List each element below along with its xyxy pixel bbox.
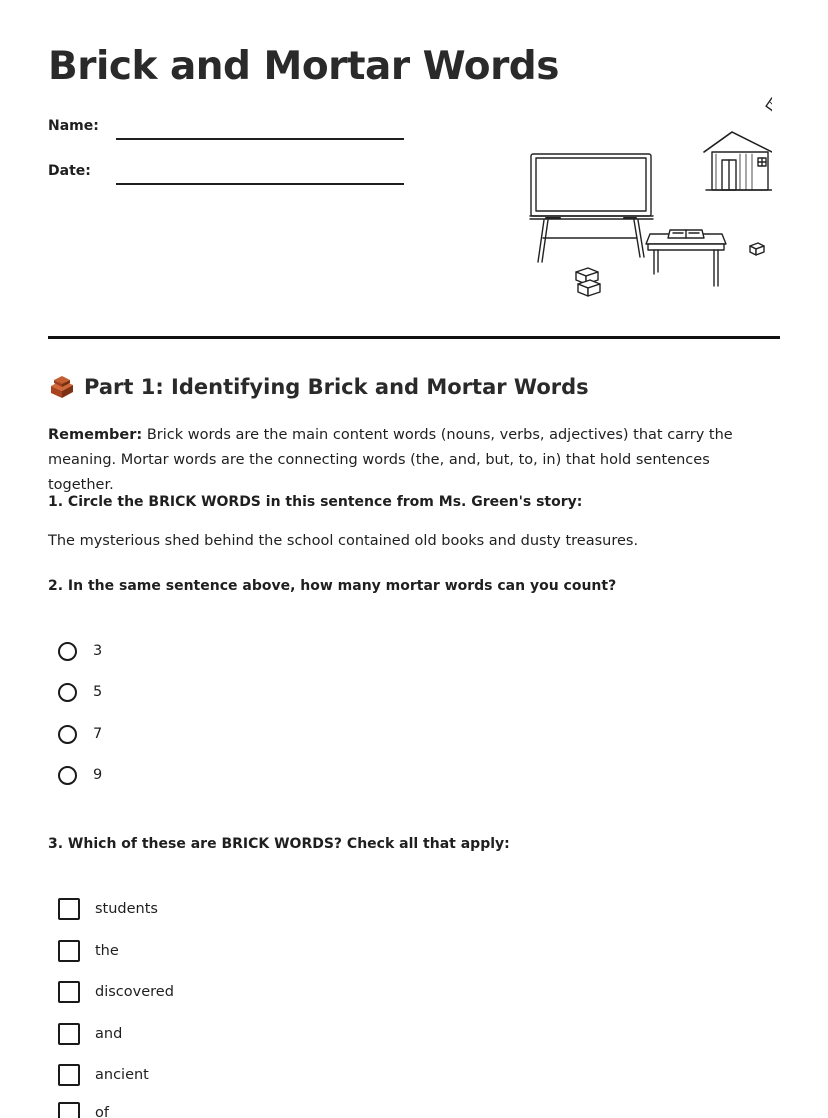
radio-option-label: 9 xyxy=(93,767,103,783)
checkbox-option-label: ancient xyxy=(95,1067,149,1083)
name-field[interactable] xyxy=(116,138,404,140)
part1-heading xyxy=(48,374,589,400)
question-2-prompt: 2. In the same sentence above, how many mortar words can you count? xyxy=(48,578,617,594)
question-3-prompt: 3. Which of these are BRICK WORDS? Check all that apply: xyxy=(48,836,510,852)
classroom-illustration xyxy=(526,92,772,304)
radio-option[interactable] xyxy=(58,679,102,705)
question-1-sentence[interactable]: The mysterious shed behind the school contained old books and dusty treasures. xyxy=(48,533,639,549)
date-field[interactable] xyxy=(116,183,404,185)
name-field-row xyxy=(48,118,408,142)
checkbox[interactable] xyxy=(58,981,80,1003)
checkbox-option[interactable] xyxy=(58,938,119,964)
blocks-icon xyxy=(576,243,772,296)
checkbox[interactable] xyxy=(58,898,80,920)
checkbox-option-label: and xyxy=(95,1026,123,1042)
radio-option[interactable] xyxy=(58,762,102,788)
checkbox-option-label: the xyxy=(95,943,119,959)
desk-icon xyxy=(646,230,726,286)
decoration-icon xyxy=(766,98,772,112)
remember-note xyxy=(48,423,780,498)
section-divider xyxy=(48,336,780,339)
checkbox-option[interactable] xyxy=(58,896,158,922)
checkbox-option-label: of xyxy=(95,1105,109,1118)
name-label: Name: xyxy=(48,118,99,134)
checkbox-option[interactable] xyxy=(58,1021,122,1047)
radio-button[interactable] xyxy=(58,683,77,702)
remember-label: Remember: xyxy=(48,427,143,443)
page-title: Brick and Mortar Words xyxy=(48,44,559,89)
remember-text: Brick words are the main content words (nouns, verbs, adjectives) that carry the meaning. Mortar words are the connecting words (the, and, but, to, in) that hold sentences together. xyxy=(48,427,733,493)
radio-option[interactable] xyxy=(58,721,102,747)
radio-option[interactable] xyxy=(58,638,102,664)
date-field-row xyxy=(48,163,408,187)
brick-icon xyxy=(48,374,76,400)
radio-button[interactable] xyxy=(58,725,77,744)
checkbox-option-label: students xyxy=(95,901,158,917)
checkbox-option[interactable] xyxy=(58,1062,149,1088)
radio-button[interactable] xyxy=(58,766,77,785)
radio-button[interactable] xyxy=(58,642,77,661)
checkbox-option[interactable] xyxy=(58,1100,109,1118)
checkbox[interactable] xyxy=(58,1023,80,1045)
shed-icon xyxy=(704,132,772,190)
radio-option-label: 5 xyxy=(93,684,103,700)
radio-option-label: 3 xyxy=(93,643,103,659)
checkbox[interactable] xyxy=(58,1064,80,1086)
question-1-prompt: 1. Circle the BRICK WORDS in this sentence from Ms. Green's story: xyxy=(48,494,583,510)
date-label: Date: xyxy=(48,163,91,179)
checkbox-option[interactable] xyxy=(58,979,174,1005)
part1-heading-text: Part 1: Identifying Brick and Mortar Words xyxy=(84,375,589,399)
checkbox[interactable] xyxy=(58,940,80,962)
checkbox-option-label: discovered xyxy=(95,984,174,1000)
worksheet-page xyxy=(48,0,780,1118)
checkbox[interactable] xyxy=(58,1102,80,1118)
radio-option-label: 7 xyxy=(93,726,103,742)
chalkboard-icon xyxy=(530,154,653,262)
